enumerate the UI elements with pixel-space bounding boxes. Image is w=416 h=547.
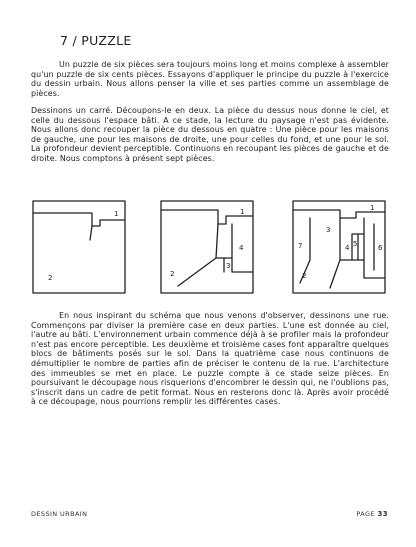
piece-label: 1 <box>114 210 119 218</box>
piece-label: 4 <box>345 244 350 252</box>
left-block-line <box>178 224 218 286</box>
piece-label: 7 <box>298 242 303 250</box>
piece-label: 6 <box>378 244 383 252</box>
piece-label: 4 <box>239 244 244 252</box>
building-edge-line <box>90 226 92 240</box>
piece-label: 1 <box>240 208 245 216</box>
piece-label: 5 <box>353 240 358 248</box>
puzzle-figure-two-pieces <box>30 198 130 298</box>
piece-label: 2 <box>48 274 53 282</box>
puzzle-figure-seven-pieces <box>290 198 390 298</box>
ground-line <box>216 258 253 272</box>
ground-line <box>340 260 385 278</box>
piece-label: 2 <box>170 270 175 278</box>
paragraph-street: En nous inspirant du schéma que nous venons d'observer, dessinons une rue. Commençons par diviser la première case en deux parties. L'une est donnée au ciel, l'autre au bâti. L'environnement urbain commence déjà à se profiler mais la profondeur n'est pas encore perceptible. Les deuxième et troisième cases font apparaître quelques blocs de bâtiments posés sur le sol. Dans la quatrième case nous continuons de démultiplier le nombre de parties afin de préciser le contenu de la rue. L'architecture des immeubles se met en place. Le puzzle compte à ce stade seize pièces. En poursuivant le découpage nous risquerions d'encombrer le dessin qui, ne l'oublions pas, s'inscrit dans un cadre de petit format. Nous en resterons donc là. Après avoir procédé à ce découpage, nous pourrions remplir les différentes cases. <box>31 311 389 407</box>
figure-frame <box>293 201 385 293</box>
puzzle-figures <box>28 198 390 308</box>
footer-book-title: DESSIN URBAIN <box>31 510 88 518</box>
piece-label: 1 <box>370 204 375 212</box>
paragraph-intro: Un puzzle de six pièces sera toujours moins long et moins complexe à assembler qu'un puzzle de six cents pièces. Essayons d'appliquer le principe du puzzle à l'exercice du dessin urbain. Nous allons penser la ville et ses parties comme un assemblage de pièces. <box>31 60 389 98</box>
left-block-line <box>330 218 340 288</box>
footer-page-number <box>356 510 388 518</box>
puzzle-figure-four-pieces <box>158 198 258 298</box>
section-title: 7 / PUZZLE <box>60 33 132 48</box>
page-number: 33 <box>377 510 388 518</box>
piece-label: 3 <box>326 226 331 234</box>
paragraph-method: Dessinons un carré. Découpons-le en deux. La pièce du dessus nous donne le ciel, et celle du dessous l'espace bâti. A ce stade, la lecture du paysage n'est pas évidente. Nous allons donc recouper la pièce du dessous en quatre : Une pièce pour les maisons de gauche, une pour les maisons de droite, une pour celles du fond, et une pour le sol. La profondeur devient perceptible. Continuons en recoupant les pièces de gauche et de droite. Nous comptons à présent sept pièces. <box>31 106 389 163</box>
back-blocks-line <box>352 218 364 260</box>
figure-frame <box>33 201 125 293</box>
sky-divider-line <box>33 213 125 226</box>
piece-label: 2 <box>302 272 307 280</box>
page-label: PAGE <box>356 510 375 518</box>
piece-label: 3 <box>226 262 231 270</box>
